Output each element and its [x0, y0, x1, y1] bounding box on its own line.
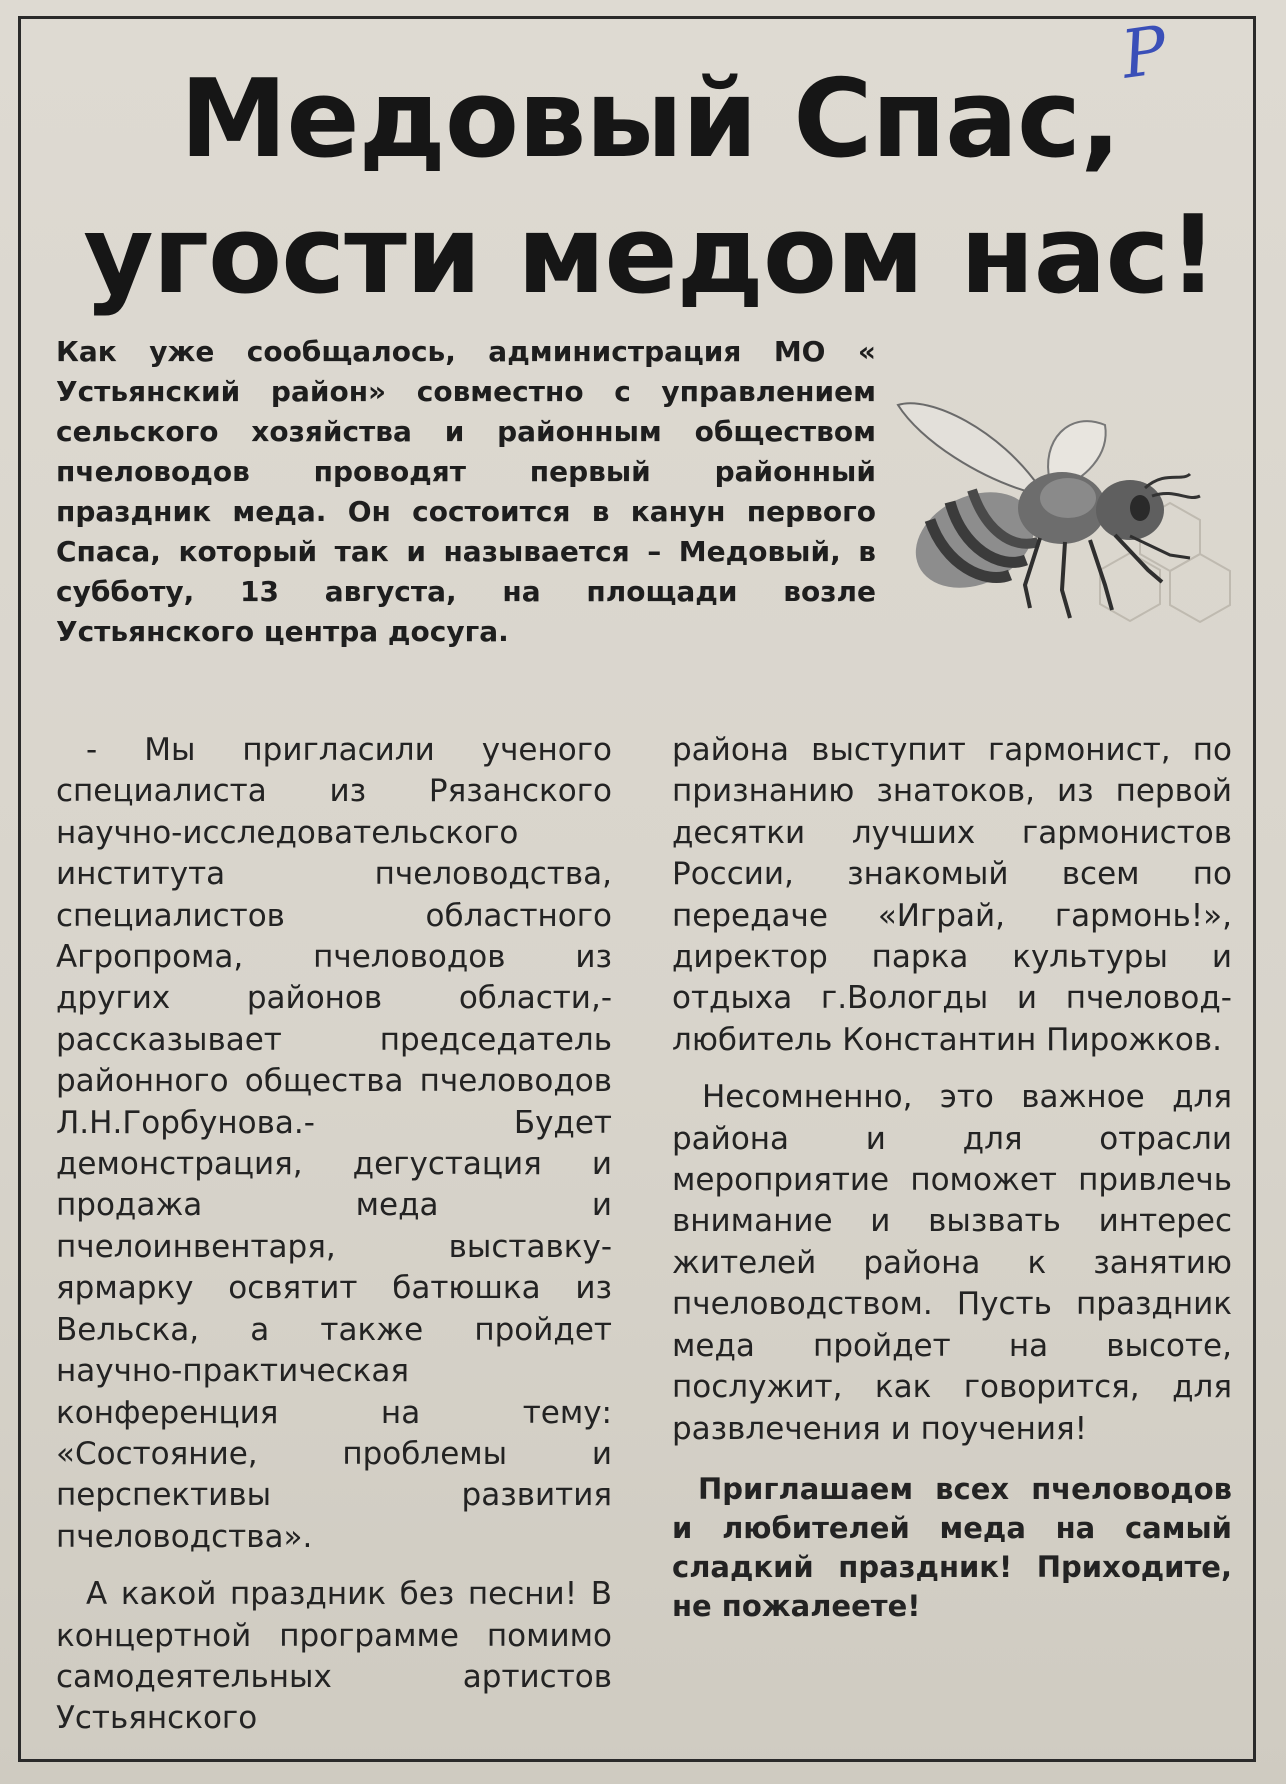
closing-invitation: Приглашаем всех пчеловодов и любителей меда на самый сладкий праздник! Приходите, не пожалеете! — [672, 1471, 1232, 1623]
headline-line-2: угости медом нас! — [83, 193, 1217, 318]
handwritten-mark: P — [1116, 11, 1172, 94]
column-right-paragraph-2: Несомненно, это важное для района и для отрасли мероприятие поможет привлечь внимание и вызвать интерес жителей района к занятию пчеловодством. Пусть праздник меда пройдет на высоте, послужит, как говорится, для развлечения и поучения! — [672, 1079, 1232, 1447]
article-headline — [60, 52, 1240, 324]
column-right-paragraph-1: района выступит гармонист, по признанию знатоков, из первой десятки лучших гармонистов России, знакомый всем по передаче «Играй, гармонь!», директор парка культуры и отдыха г.Вологды и пчеловод-любитель Константин Пирожков. — [672, 732, 1232, 1058]
bee-illustration — [890, 370, 1250, 630]
article-column-left — [56, 730, 612, 1740]
lead-paragraph: Как уже сообщалось, администрация МО « Устьянский район» совместно с управлением сельского хозяйства и районным обществом пчеловодов проводят первый районный праздник меда. Он состоится в канун первого Спаса, который так и называется – Медовый, в субботу, 13 августа, на площади возле Устьянского центра досуга. — [56, 335, 876, 648]
column-left-paragraph-2: А какой праздник без песни! В концертной программе помимо самодеятельных артистов Устьянского — [56, 1576, 612, 1737]
headline-line-1: Медовый Спас, — [179, 57, 1121, 182]
article-column-right — [672, 730, 1232, 1626]
column-left-paragraph-1: - Мы пригласили ученого специалиста из Рязанского научно-исследовательского института пчеловодства, специалистов областного Агропрома, пчеловодов из других районов области,- рассказывает председатель районного общества пчеловодов Л.Н.Горбунова.- Будет демонстрация, дегустация и продажа меда и пчелоинвентаря, выставку-ярмарку освятит батюшка из Вельска, а также пройдет научно-практическая конференция на тему: «Состояние, проблемы и перспективы развития пчеловодства». — [56, 732, 612, 1555]
